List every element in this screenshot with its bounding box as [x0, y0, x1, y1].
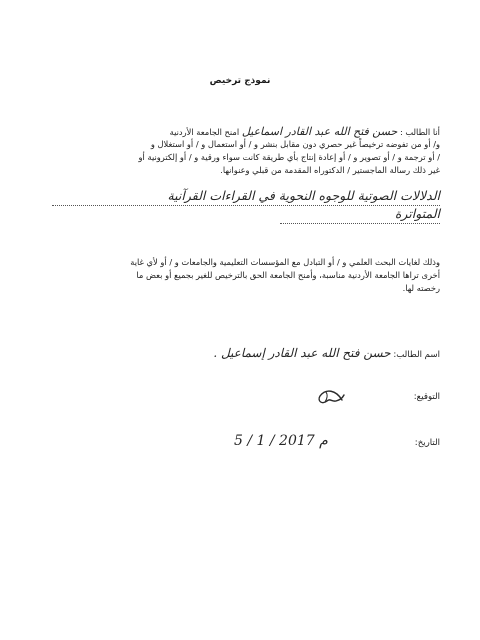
signature-mark	[312, 386, 346, 408]
signature-label: التوقيع:	[413, 392, 440, 402]
paragraph-line-3: / أو ترجمة و / أو تصوير و / أو إعادة إنتاج بأي طريقة كانت سواء ورقية و / أو إلكترونية أو	[138, 152, 440, 162]
grant-text: امنح الجامعة الأردنية	[169, 127, 240, 137]
purpose-line-3: رخصته لها.	[402, 283, 440, 293]
student-name-value: حسن فتح الله عبد القادر إسماعيل .	[213, 346, 391, 360]
thesis-title-line-1: الدلالات الصوتية للوجوه النحوية في القراءات القرآنية	[167, 188, 440, 203]
student-name-row	[213, 348, 440, 361]
thesis-title-line-2: المتواترة	[394, 206, 440, 221]
document-title: نموذج ترخيص	[209, 76, 271, 86]
student-label: أنا الطالب :	[399, 127, 440, 137]
paragraph-line-1	[170, 126, 440, 138]
student-name-label: اسم الطالب:	[393, 350, 440, 360]
date-value-handwritten: 5 / 1 / 2017 م	[234, 433, 328, 449]
paragraph-line-4: غير ذلك رسالة الماجستير / الدكتوراه المقدمة من قبلي وعنوانها.	[220, 165, 440, 175]
student-name-handwritten: حسن فتح الله عبد القادر اسماعيل	[241, 125, 398, 138]
date-label: التاريخ:	[414, 438, 440, 448]
paragraph-line-2: و/ أو من تفوضه ترخيصاً غير حصري دون مقابل بنشر و / أو استعمال و / أو استغلال و	[150, 139, 440, 149]
purpose-line-1: وذلك لغايات البحث العلمي و / أو التبادل مع المؤسسات التعليمية والجامعات و / أو لأي غاية	[130, 257, 440, 267]
purpose-line-2: أخرى تراها الجامعة الأردنية مناسبة، وأمنح الجامعة الحق بالترخيص للغير بجميع أو بعض ما	[136, 270, 440, 280]
